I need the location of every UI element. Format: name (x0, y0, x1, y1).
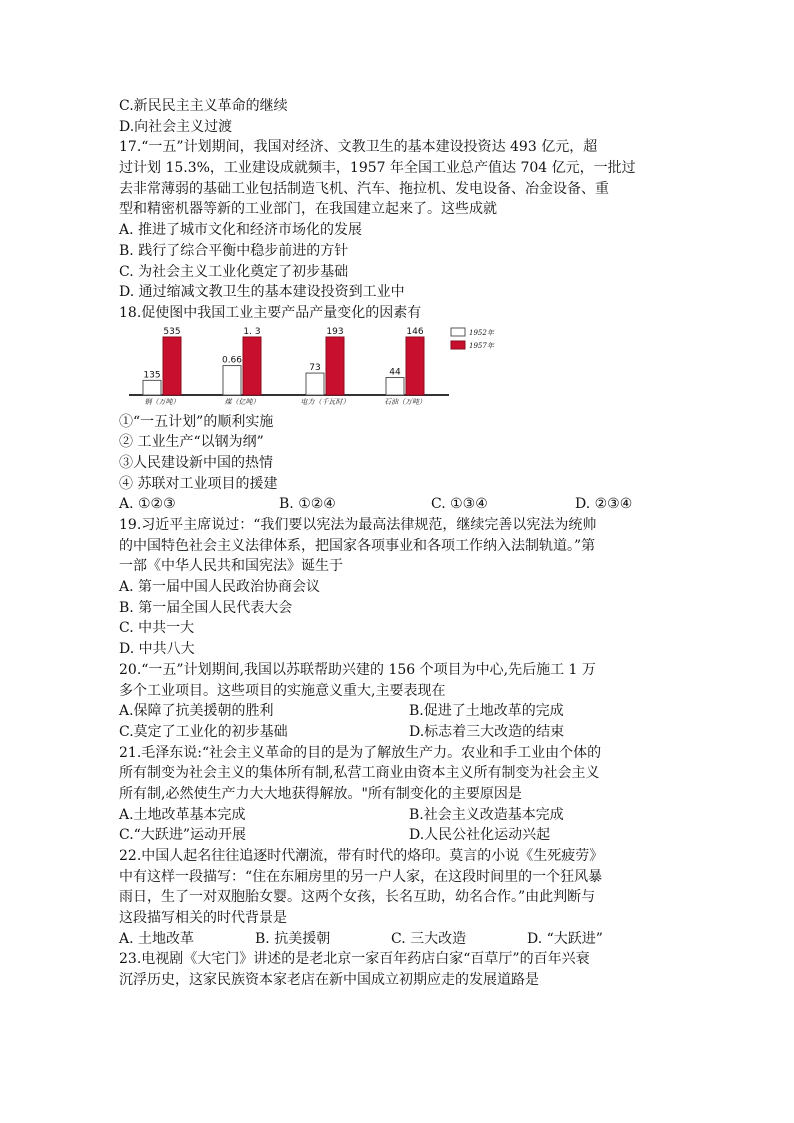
question-16-tail (119, 96, 679, 137)
option-b: B. 第一届全国人民代表大会 (119, 599, 293, 616)
legend-label: 1952年 (469, 328, 494, 337)
option-c: C.莫定了工业化的初步基础 (119, 723, 288, 740)
data-label: 73 (309, 362, 321, 373)
bar-1957 (243, 337, 261, 395)
bar-1957 (163, 337, 181, 395)
option-c: C. ①③④ (431, 496, 488, 513)
question-stem: 的中国特色社会主义法律体系，把国家各项事业和各项工作纳入法制轨道。”第 (119, 537, 596, 554)
option-a: A.土地改革基本完成 (119, 806, 246, 823)
option-c: C. 中共一大 (119, 620, 195, 637)
question-21 (119, 743, 679, 846)
option-a: A. ①②③ (119, 496, 176, 513)
question-stem: 所有制变为社会主义的集体所有制,私营工商业由资本主义所有制变为社会主义 (119, 765, 600, 782)
options-row (119, 494, 679, 515)
option-c: C.“大跃进”运动开展 (119, 827, 246, 844)
question-stem: 沉浮历史，这家民族资本家老店在新中国成立初期应走的发展道路是 (119, 972, 539, 989)
category-label: 电力（千瓦时） (300, 397, 350, 406)
question-stem: 这段描写相关的时代背景是 (119, 910, 287, 927)
data-label: 0.66 (221, 355, 243, 366)
options-row (119, 701, 679, 722)
category-label: 煤（亿吨） (224, 397, 260, 406)
bar-1957 (406, 337, 424, 395)
question-stem: 23.电视剧《大宅门》讲述的是老北京一家百年药店白家“百草厅”的百年兴衰 (119, 951, 590, 968)
question-23 (119, 949, 679, 990)
option-d: D.标志着三大改造的结束 (409, 723, 565, 740)
category-label: 石油（万吨） (384, 397, 426, 406)
option-d: D. 通过缩减文教卫生的基本建设投资到工业中 (119, 284, 405, 301)
chart-svg (119, 326, 679, 411)
statement-3: ③人民建设新中国的热情 (119, 454, 273, 471)
bar-1952 (223, 365, 241, 394)
question-19-20 (119, 515, 679, 743)
text-line: D.向社会主义过渡 (119, 118, 233, 135)
question-22 (119, 846, 679, 949)
option-a: A. 第一届中国人民政治协商会议 (119, 579, 321, 596)
option-c: C. 为社会主义工业化奠定了初步基础 (119, 263, 349, 280)
question-stem: 18.促使图中我国工业主要产品产量变化的因素有 (119, 304, 422, 321)
option-b: B. 践行了综合平衡中稳步前进的方针 (119, 242, 349, 259)
data-label: 44 (389, 367, 401, 378)
option-d: D. ②③④ (575, 496, 633, 513)
question-stem: 17.“一五”计划期间，我国对经济、文教卫生的基本建设投资达 493 亿元，超 (119, 139, 598, 156)
bar-1957 (326, 337, 344, 395)
question-stem: 过计划 15.3%，工业建设成就频丰，1957 年全国工业总产值达 704 亿元，一批过 (119, 160, 636, 177)
option-c: C. 三大改造 (391, 930, 467, 947)
text-line: C.新民民主主义革命的继续 (119, 98, 288, 114)
option-b: B.促进了土地改革的完成 (409, 703, 564, 720)
statement-4: ④ 苏联对工业项目的援建 (119, 475, 278, 492)
question-stem: 中有这样一段描写：“住在东厢房里的另一户人家，在这段时间里的一个狂风暴 (119, 868, 603, 885)
statement-1: ①“一五计划”的顺利实施 (119, 413, 274, 430)
bar-1952 (306, 373, 324, 395)
exam-page (119, 96, 679, 991)
bar-1952 (386, 377, 404, 394)
option-a: A.保障了抗美援朝的胜利 (119, 703, 274, 720)
options-row (119, 805, 679, 826)
production-bar-chart (119, 326, 679, 411)
question-stem: 21.毛泽东说:“社会主义革命的目的是为了解放生产力。农业和手工业由个体的 (119, 744, 602, 761)
bar-1952 (143, 380, 161, 395)
question-stem: 所有制,必然使生产力大大地获得解放。"所有制变化的主要原因是 (119, 785, 522, 802)
question-17 (119, 137, 679, 303)
option-a: A. 土地改革 (119, 930, 195, 947)
option-d: D. 中共八大 (119, 641, 195, 658)
category-label: 钢（万吨） (144, 397, 180, 406)
data-label: 1. 3 (243, 326, 261, 337)
legend-label: 1957年 (469, 341, 494, 350)
option-b: B. ①②④ (279, 496, 336, 513)
question-stem: 20.“一五”计划期间,我国以苏联帮助兴建的 156 个项目为中心,先后施工 1 万 (119, 661, 596, 678)
option-d: D. “大跃进” (527, 930, 603, 947)
options-row (119, 825, 679, 846)
statement-2: ② 工业生产“以钢为纲” (119, 434, 264, 451)
option-b: B. 抗美援朝 (255, 930, 331, 947)
options-row (119, 722, 679, 743)
question-18 (119, 303, 679, 515)
legend-swatch-1952年 (451, 328, 465, 336)
question-stem: 型和精密机器等新的工业部门，在我国建立起来了。这些成就 (119, 201, 497, 218)
option-b: B.社会主义改造基本完成 (409, 806, 564, 823)
question-stem: 一部《中华人民共和国宪法》诞生于 (119, 558, 343, 575)
question-stem: 19.习近平主席说过：“我们要以宪法为最高法律规范，继续完善以宪法为统帅 (119, 517, 597, 533)
option-a: A. 推进了城市文化和经济市场化的发展 (119, 222, 363, 239)
question-stem: 22.中国人起名往往追逐时代潮流，带有时代的烙印。莫言的小说《生死疲劳》 (119, 848, 604, 864)
legend-swatch-1957年 (451, 341, 465, 349)
question-stem: 去非常薄弱的基础工业包括制造飞机、汽车、拖拉机、发电设备、冶金设备、重 (119, 180, 609, 197)
question-stem: 雨日，生了一对双胞胎女婴。这两个女孩，长名互助，幼名合作。”由此判断与 (119, 889, 596, 906)
question-stem: 多个工业项目。这些项目的实施意义重大,主要表现在 (119, 682, 446, 699)
data-label: 535 (163, 326, 181, 337)
options-row (119, 929, 679, 950)
data-label: 146 (406, 326, 424, 337)
data-label: 135 (143, 369, 161, 380)
option-d: D.人民公社化运动兴起 (409, 827, 551, 844)
data-label: 193 (326, 326, 344, 337)
